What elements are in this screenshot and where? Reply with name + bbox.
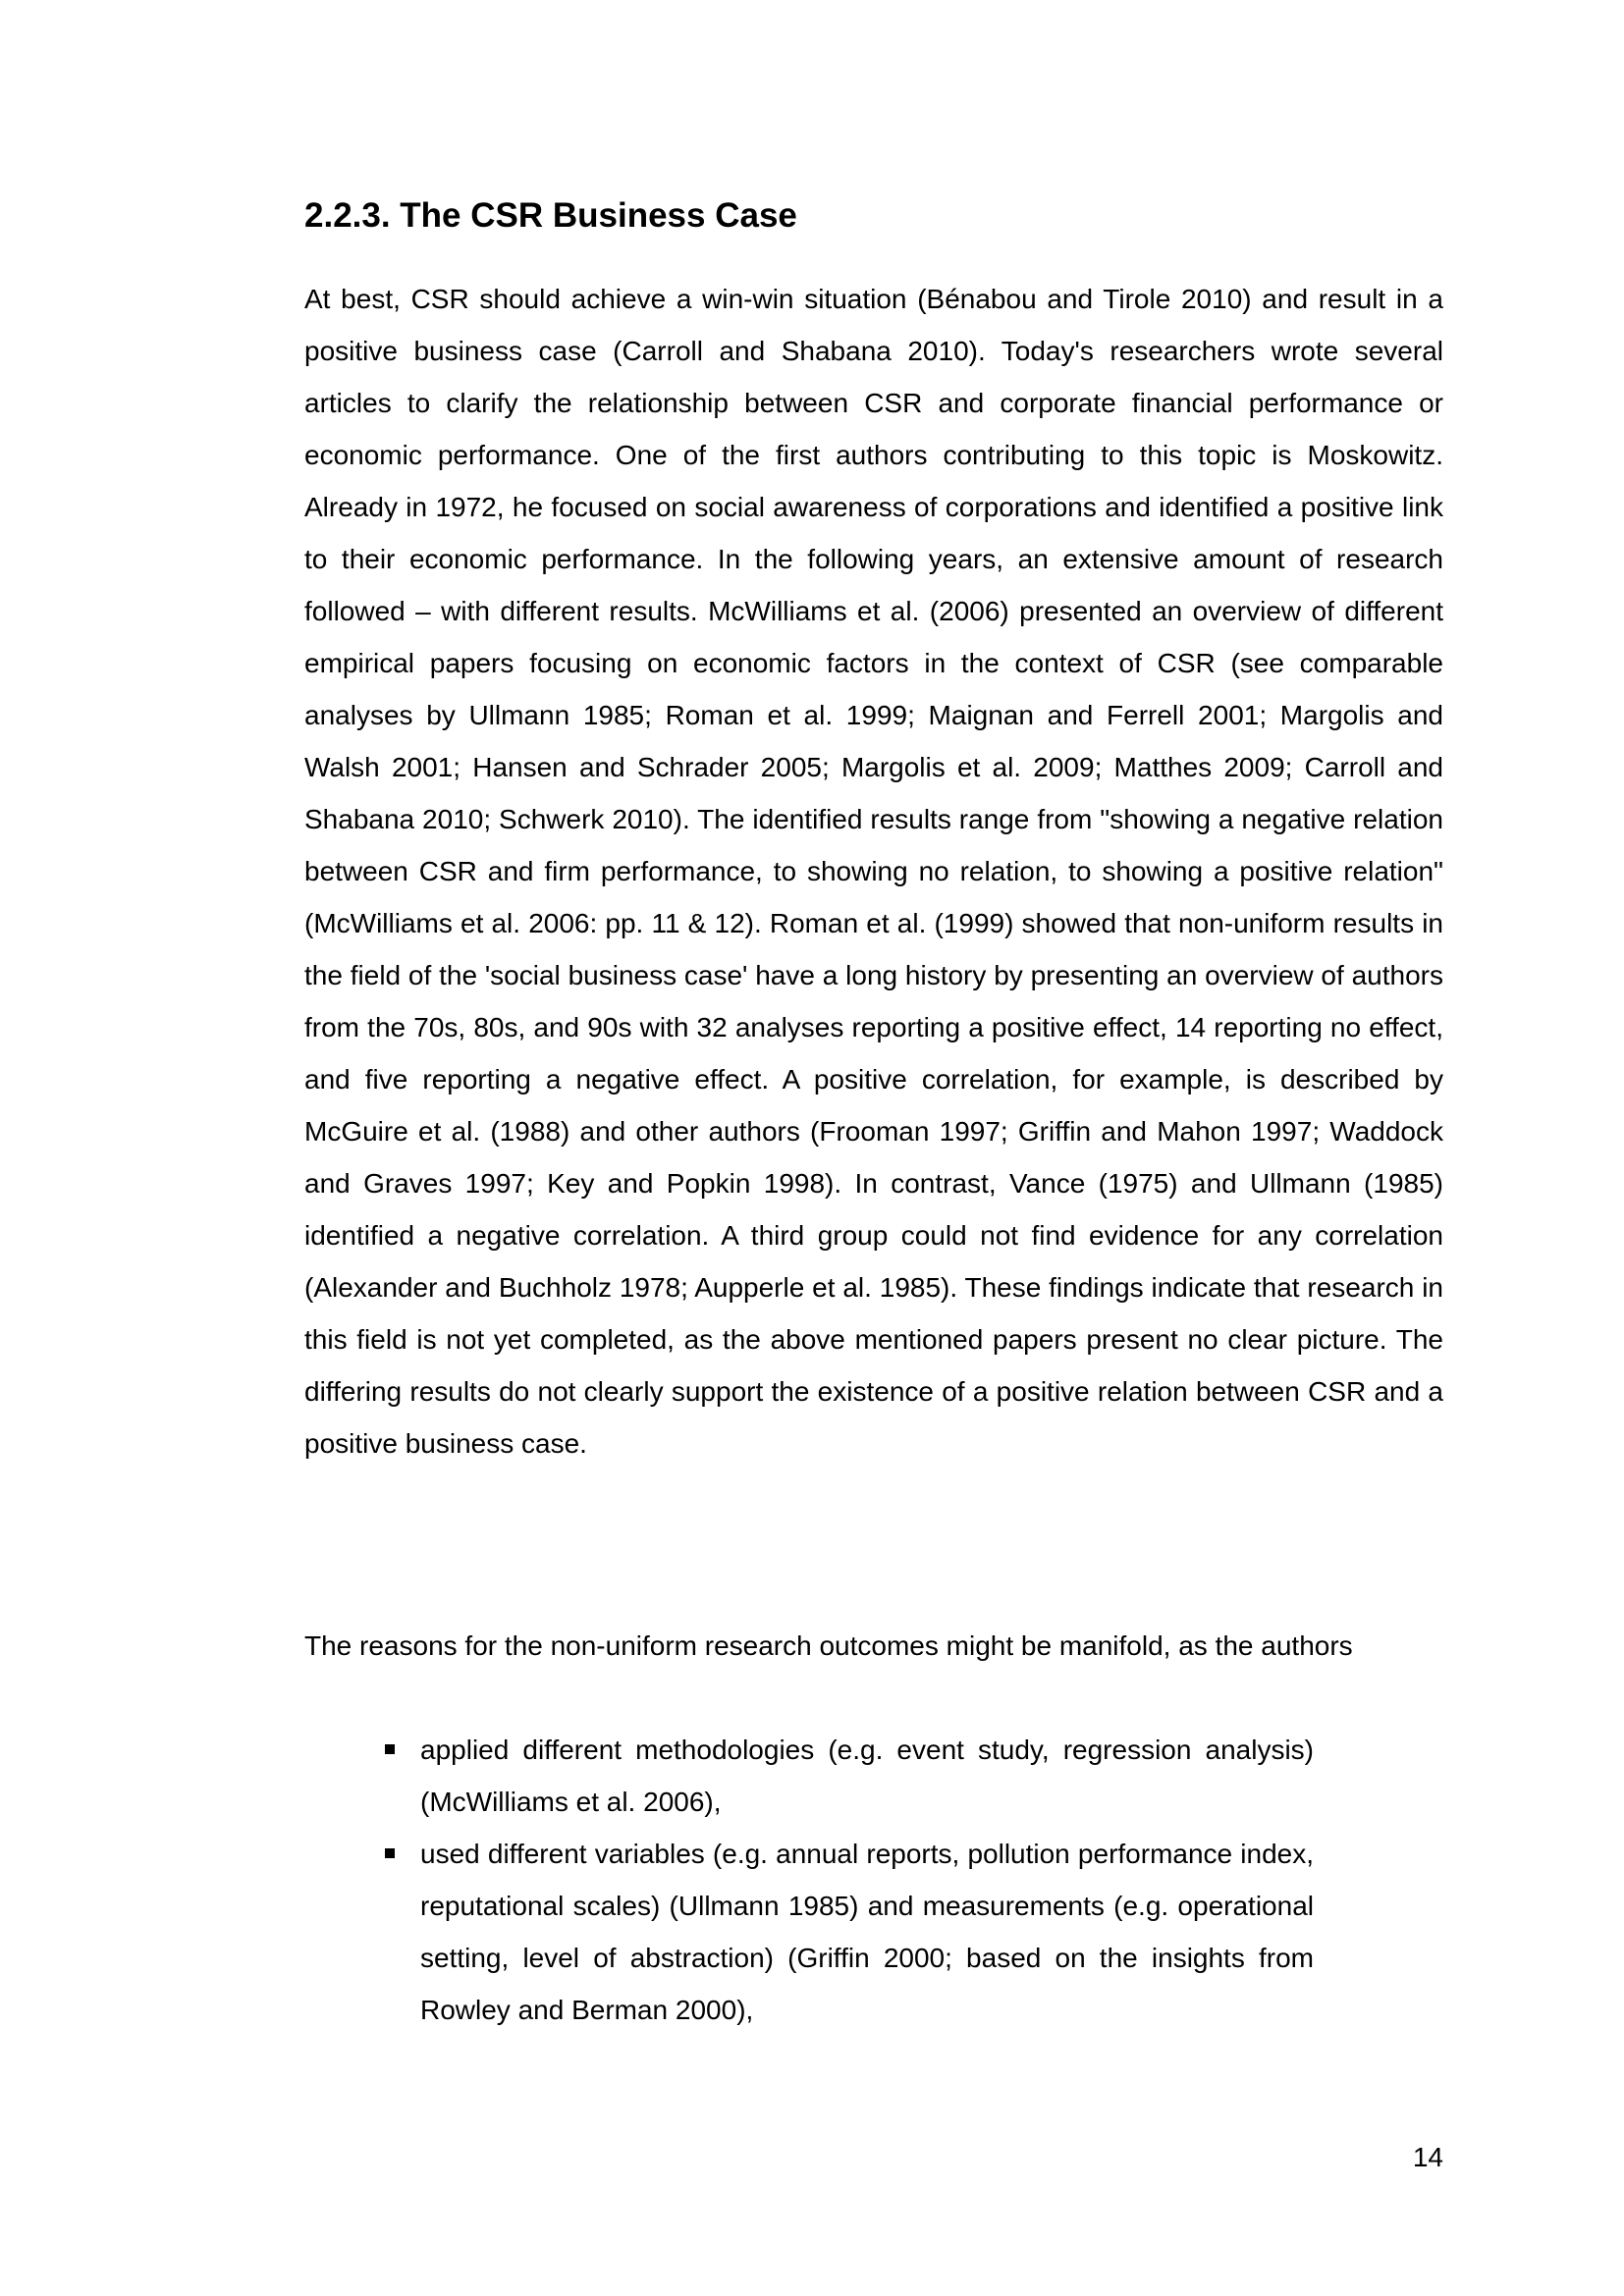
- page-number: 14: [1412, 2142, 1443, 2172]
- section-heading: 2.2.3. The CSR Business Case: [304, 196, 797, 235]
- reasons-list: [420, 1724, 1314, 2036]
- list-item: [420, 1828, 1314, 2036]
- square-bullet-icon: [385, 1848, 395, 1858]
- paragraph-reasons: The reasons for the non-uniform research outcomes might be manifold, as the authors: [304, 1630, 1353, 1661]
- paragraph-business-case: At best, CSR should achieve a win-win situation (Bénabou and Tirole 2010) and result in a positive business case (Carroll and Shabana 2010). Today's researchers wrote several articles to clarify the relationship between CSR and corporate financial performance or economic performance. One of the first authors contributing to this topic is Moskowitz. Already in 1972, he focused on social awareness of corporations and identified a positive link to their economic performance. In the following years, an extensive amount of research followed – with different results. McWilliams et al. (2006) presented an overview of different empirical papers focusing on economic factors in the context of CSR (see comparable analyses by Ullmann 1985; Roman et al. 1999; Maignan and Ferrell 2001; Margolis and Walsh 2001; Hansen and Schrader 2005; Margolis et al. 2009; Matthes 2009; Carroll and Shabana 2010; Schwerk 2010). The identified results range from "showing a negative relation between CSR and firm performance, to showing no relation, to showing a positive relation" (McWilliams et al. 2006: pp. 11 & 12). Roman et al. (1999) showed that non-uniform results in the field of the 'social business case' have a long history by presenting an overview of authors from the 70s, 80s, and 90s with 32 analyses reporting a positive effect, 14 reporting no effect, and five reporting a negative effect. A positive correlation, for example, is described by McGuire et al. (1988) and other authors (Frooman 1997; Griffin and Mahon 1997; Waddock and Graves 1997; Key and Popkin 1998). In contrast, Vance (1975) and Ullmann (1985) identified a negative correlation. A third group could not find evidence for any correlation (Alexander and Buchholz 1978; Aupperle et al. 1985). These findings indicate that research in this field is not yet completed, as the above mentioned papers present no clear picture. The differing results do not clearly support the existence of a positive relation between CSR and a positive business case.: [304, 284, 1443, 1459]
- square-bullet-icon: [385, 1744, 395, 1754]
- list-item-text: used different variables (e.g. annual reports, pollution performance index, reputational scales) (Ullmann 1985) and measurements (e.g. operational setting, level of abstraction) (Griffin 2000; based on the insights from Rowley and Berman 2000),: [420, 1839, 1314, 2025]
- list-item-text: applied different methodologies (e.g. event study, regression analysis) (McWilliams et al. 2006),: [420, 1735, 1314, 1817]
- list-item: [420, 1724, 1314, 1828]
